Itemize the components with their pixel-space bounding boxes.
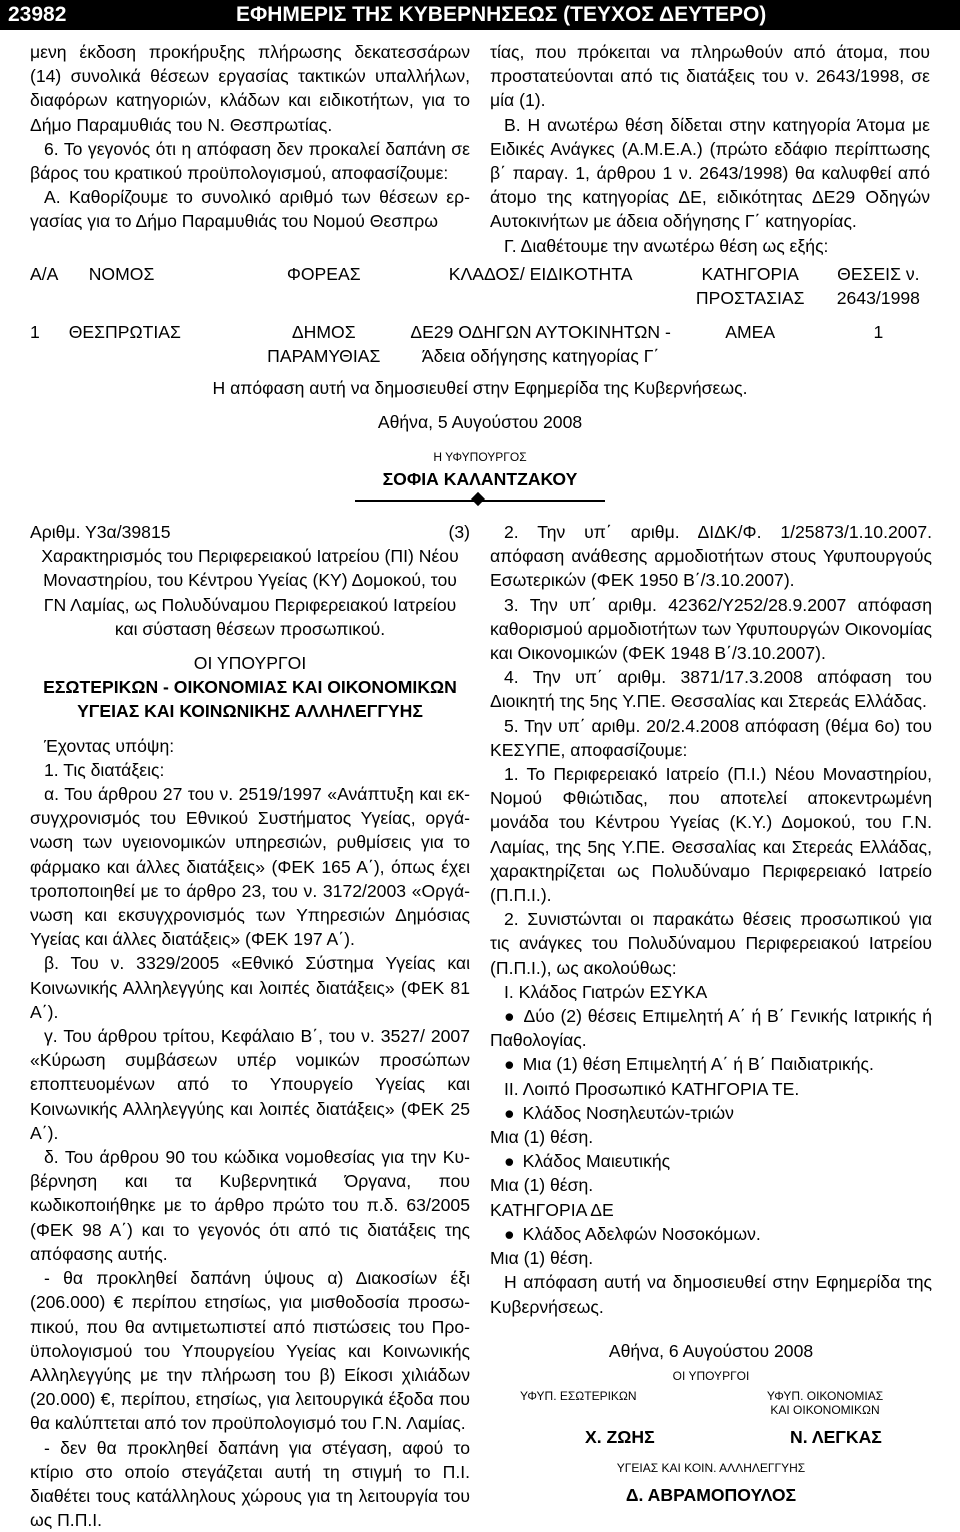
paragraph: 2. Την υπ΄ αριθμ. ΔΙΔΚ/Φ. 1/25873/1.10.2007. απόφαση ανάθεσης αρμοδιοτήτων στους Υφυπουργούς Εσωτερικών (ΦΕΚ 1950 Β΄/3.10.2007). [490,522,932,591]
table-cell: 1 [30,322,40,342]
top-right-column [490,40,930,258]
paragraph: 1. Τις διατάξεις: [44,759,165,780]
ministers-heading: ΟΙ ΥΠΟΥΡΓΟΙ [193,653,307,674]
signatory-role: ΥΦΥΠ. ΟΙΚΟΝΟΜΙΑΣ [766,1388,884,1403]
list-item: ΚΑΤΗΓΟΡΙΑ ΔΕ [490,1199,614,1220]
signatory-role: ΥΓΕΙΑΣ ΚΑΙ ΚΟΙΝ. ΑΛΛΗΛΕΓΓΥΗΣ [616,1460,806,1475]
decision-index: (3) [448,522,470,542]
top-left-column [30,40,470,234]
paragraph: γ. Του άρθρου τρίτου, Κεφάλαιο Β΄, του ν. 3527/ 2007 «Κύρωση συμβάσεων υπέρ νομικών προσώπων εποπτευομένων από το Υπουργείο Υγείας και Κοινωνικής Αλληλεγγύης και λοιπές διατάξεις» (ΦΕΚ 25 Α΄). [30,1026,470,1143]
paragraph: Έχοντας υπόψη: [44,735,175,756]
table-header: ΚΑΤΗΓΟΡΙΑ ΠΡΟΣΤΑΣΙΑΣ [695,264,805,308]
list-item: ● Δύο (2) θέσεις Επιμελητή Α΄ ή Β΄ Γενικής Ιατρικής ή Παθολογίας. [490,1004,932,1052]
signatory-role: ΚΑΙ ΟΙΚΟΝΟΜΙΚΩΝ [770,1402,880,1417]
page-header [0,0,960,30]
table-cell: 1 [873,322,884,342]
list-item: Μια (1) θέση. [490,1248,594,1269]
signatory-name: Χ. ΖΩΗΣ [585,1426,655,1447]
paragraph: 4. Την υπ΄ αριθμ. 3871/17.3.2008 απόφαση του Διοικητή της 5ης Υ.ΠΕ. Θεσσαλίας και Στερεάς Ελλάδας. [490,667,932,712]
positions-table [30,262,935,368]
decision-right-column [490,520,932,1507]
paragraph: 6. Το γεγονός ότι η απόφαση δεν προκαλεί δαπάνη σε βάρος του κρατικού προϋπολογισμού, αποφασίζουμε: [30,138,470,184]
table-header: ΘΕΣΕΙΣ ν. 2643/1998 [836,264,920,308]
signatory-name: ΣΟΦΙΑ ΚΑΛΑΝΤΖΑΚΟΥ [382,469,578,489]
table-header: ΦΟΡΕΑΣ [286,264,361,284]
list-item: ΙΙ. Λοιπό Προσωπικό ΚΑΤΗΓΟΡΙΑ ΤΕ. [504,1078,800,1099]
paragraph: - δεν θα προκληθεί δαπάνη για στέγαση, αφού το κτίριο στο οποίο στεγάζεται αυτή τη στιγμή το Π.Ι. διαθέτει τους κατάλληλους χώρους για τη λειτουργία του ως Π.Π.Ι. [30,1437,470,1531]
paragraph: 2. Συνιστώνται οι παρακάτω θέσεις προσωπικού για τις ανάγκες του Πολυδύναμου Περιφερειακού Ιατρείου (Π.Π.Ι.), ως ακολούθως: [490,909,932,978]
decision-number: Αριθμ. Υ3α/39815 [30,522,171,542]
paragraph: τίας, που πρόκειται να πληρωθούν από άτομα, που προστατεύονται από τις διατάξεις του ν. 2643/1998, σε μία (1). [490,42,930,111]
list-item: Μια (1) θέση. [490,1127,594,1148]
diamond-ornament-icon [471,492,485,506]
decision-number-line [30,520,470,544]
table-cell: ΘΕΣΠΡΩΤΙΑΣ [68,322,181,342]
table-cell: ΔΕ29 ΟΔΗΓΩΝ ΑΥΤΟΚΙΝΗΤΩΝ - Άδεια οδήγησης κατηγορίας Γ΄ [410,322,671,366]
table-cell: ΔΗΜΟΣ ΠΑΡΑΜΥΘΙΑΣ [267,322,381,366]
list-item: Ι. Κλάδος Γιατρών ΕΣΥΚΑ [504,981,708,1002]
signatory-role: Η ΥΦΥΠΟΥΡΓΟΣ [433,450,527,464]
paragraph: 1. Το Περιφερειακό Ιατρείο (Π.Ι.) Νέου Μοναστηρίου, Νομού Φθιώτιδας, που αποτελεί αποκεντρωμένη μονάδα του Κέντρου Υγείας (Κ.Υ.) Δομοκού, του Γ.Ν. Λαμίας, της 5ης Υ.ΠΕ. Θεσσαλίας και Στερεάς Ελλάδας, χαρακτηρίζεται ως Πολυδύναμο Περιφερειακό Ιατρείο (Π.Π.Ι.). [490,764,932,906]
decision-left-column [30,520,470,1532]
ministries-line: ΥΓΕΙΑΣ ΚΑΙ ΚΟΙΝΩΝΙΚΗΣ ΑΛΛΗΛΕΓΓΥΗΣ [77,701,423,722]
ministers-heading: ΟΙ ΥΠΟΥΡΓΟΙ [672,1368,750,1383]
list-item: ● Κλάδος Αδελφών Νοσοκόμων. [490,1222,932,1246]
section-divider [355,500,605,502]
page-number: 23982 [8,3,67,26]
table-header: Α/Α [30,264,59,284]
paragraph: Γ. Διαθέτουμε την ανωτέρω θέση ως εξής: [504,235,829,256]
paragraph: Α. Καθορίζουμε το συνολικό αριθμό των θέσεων εργασίας για το Δήμο Παραμυθιάς του Νομού Θεσπρω [30,187,470,232]
decision-date: Αθήνα, 6 Αυγούστου 2008 [608,1340,814,1361]
paragraph: α. Του άρθρου 27 του ν. 2519/1997 «Ανάπτυξη και εκσυγχρονισμός του Εθνικού Συστήματος Υγείας, οργάνωση των υγειονομικών υπηρεσιών, ρυθμίσεις για το φάρμακο και άλλες διατάξεις» (ΦΕΚ 165 Α΄), όπως έχει τροποποιηθεί με το άρθρο 23, του ν. 3172/2003 «Οργάνωση και εκσυγχρονισμός των Υπηρεσιών Δημόσιας Υγείας και άλλες διατάξεις» (ΦΕΚ 197 Α΄). [30,784,470,950]
signature-names [490,1419,932,1455]
paragraph: 3. Την υπ΄ αριθμ. 42362/Υ252/28.9.2007 απόφαση καθορισμού αρμοδιοτήτων των Υφυπουργών Οικονομίας και Οικονομικών (ΦΕΚ 1948 Β΄/3.10.2007). [490,594,932,664]
decision-date: Αθήνα, 5 Αυγούστου 2008 [377,412,583,432]
paragraph: β. Του ν. 3329/2005 «Εθνικό Σύστημα Υγείας και Κοινωνικής Αλληλεγγύης και λοιπές διατάξεις» (ΦΕΚ 81 Α΄). [30,953,470,1022]
table-cell: ΑΜΕΑ [725,322,776,342]
paragraph: μενη έκδοση προκήρυξης πλήρωσης δεκατεσσάρων (14) συνολικά θέσεων εργασίας τακτικών υπαλλήλων, διαφόρων κατηγοριών, κλάδων και ειδικοτήτων, για το Δήμο Παραμυθιάς του Ν. Θεσπρωτίας. [30,42,470,135]
table-row [30,320,935,368]
paragraph: δ. Του άρθρου 90 του κώδικα νομοθεσίας για την Κυβέρνηση και τα Κυβερνητικά Όργανα, που κωδικοποιήθηκε με το άρθρο πρώτο του π.δ. 63/2005 (ΦΕΚ 98 Α΄) και το γεγονός ότι από τις διατάξεις της απόφασης αυτής. [30,1147,470,1264]
ministries-line: ΕΣΩΤΕΡΙΚΩΝ - ΟΙΚΟΝΟΜΙΑΣ ΚΑΙ ΟΙΚΟΝΟΜΙΚΩΝ [43,677,457,698]
paragraph: 5. Την υπ΄ αριθμ. 20/2.4.2008 απόφαση (θέμα 6ο) του ΚΕΣΥΠΕ, αποφασίζουμε: [490,715,932,760]
list-item: Μια (1) θέση. [490,1175,594,1196]
paragraph: Β. Η ανωτέρω θέση δίδεται στην κατηγορία Άτομα με Ειδικές Ανάγκες (Α.Μ.Ε.Α.) (πρώτο εδάφιο περίπτωσης β΄ παραγ. 1, άρθρου 1 ν. 2643/1998) θα καλυφθεί από άτομο της κατηγορίας ΔΕ, ειδικότητας ΔΕ29 Οδηγών Αυτοκινήτων με άδεια οδήγησης Γ΄ κατηγορίας. [490,114,930,232]
list-item: ● Κλάδος Μαιευτικής [490,1149,932,1173]
signatory-name: Ν. ΛΕΓΚΑΣ [790,1426,882,1447]
table-header-row [30,262,935,310]
signatory-role: ΥΦΥΠ. ΕΣΩΤΕΡΙΚΩΝ [520,1388,637,1403]
decision-subject: Χαρακτηρισμός του Περιφερειακού Ιατρείου (ΠΙ) Νέου Μοναστηρίου, του Κέντρου Υγείας (ΚΥ) Δομοκού, του ΓΝ Λαμίας, ως Πολυδύναμου Περιφερειακού Ιατρείου και σύσταση θέσεων προσωπικού. [41,546,459,639]
table-header: ΚΛΑΔΟΣ/ ΕΙΔΙΚΟΤΗΤΑ [448,264,633,284]
signatory-name: Δ. ΑΒΡΑΜΟΠΟΥΛΟΣ [625,1484,797,1505]
list-item: ● Μια (1) θέση Επιμελητή Α΄ ή Β΄ Παιδιατρικής. [490,1052,932,1076]
signature-roles [490,1389,932,1419]
publish-statement: Η απόφαση αυτή να δημοσιευθεί στην Εφημερίδα της Κυβερνήσεως. [212,378,748,398]
gazette-title: ΕΦΗΜΕΡΙΣ ΤΗΣ ΚΥΒΕΡΝΗΣΕΩΣ (ΤΕΥΧΟΣ ΔΕΥΤΕΡΟ) [236,3,767,26]
table-header: ΝΟΜΟΣ [88,264,155,284]
paragraph: - θα προκληθεί δαπάνη ύψους α) Διακοσίων έξι (206.000) € περίπου ετησίως, για μισθοδοσία προσωπικού, που θα αντιμετωπιστεί από πιστώσεις του Προϋπολογισμού του Υπουργείου Υγείας και Κοινωνικής Αλληλεγγύης με την πλήρωση του β) Είκοσι χιλιάδων (20.000) €, περίπου, ετησίως, για λειτουργικά έξοδα που θα καλύπτεται από τον προϋπολογισμό του Γ.Ν. Λαμίας. [30,1268,470,1434]
publish-statement: Η απόφαση αυτή να δημοσιευθεί στην Εφημερίδα της Κυβερνήσεως. [490,1272,932,1317]
list-item: ● Κλάδος Νοσηλευτών-τριών [490,1101,932,1125]
